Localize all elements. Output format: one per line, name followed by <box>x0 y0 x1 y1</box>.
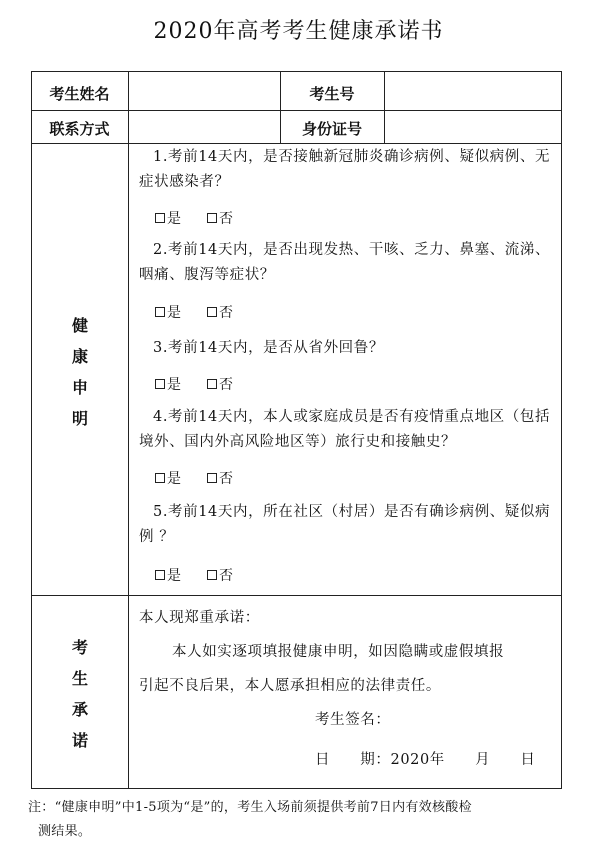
no-option[interactable] <box>207 374 233 394</box>
checkbox-icon[interactable] <box>155 213 165 223</box>
no-label: 否 <box>219 211 233 227</box>
exam-number-label: 考生号 <box>309 85 355 103</box>
no-label: 否 <box>219 377 233 393</box>
health-declaration-label <box>60 310 100 434</box>
yes-label: 是 <box>167 471 181 487</box>
checkbox-icon[interactable] <box>155 379 165 389</box>
footnote-line-1: 注：“健康申明”中1-5项为“是”的，考生入场前须提供考前7日内有效核酸检 <box>28 800 472 815</box>
column-divider <box>384 71 385 143</box>
row-divider <box>31 143 562 144</box>
promise-intro: 本人现郑重承诺： <box>139 610 260 626</box>
checkbox-icon[interactable] <box>207 570 217 580</box>
question-2-options <box>155 302 233 322</box>
row-divider <box>31 595 562 596</box>
yes-option[interactable] <box>155 302 181 322</box>
question-2: 2.考前14天内，是否出现发热、干咳、乏力、鼻塞、流涕、咽痛、腹泻等症状？ <box>139 242 551 283</box>
contact-field[interactable] <box>130 112 278 142</box>
exam-number-field[interactable] <box>386 73 560 109</box>
question-3: 3.考前14天内，是否从省外回鲁？ <box>153 340 384 356</box>
label-char: 承 <box>71 700 88 719</box>
label-char: 健 <box>71 316 88 335</box>
signature-field[interactable] <box>395 704 555 728</box>
promise-body-line-2: 引起不良后果，本人愿承担相应的法律责任。 <box>139 678 441 694</box>
no-option[interactable] <box>207 565 233 585</box>
question-1-options <box>155 208 233 228</box>
no-option[interactable] <box>207 208 233 228</box>
label-char: 康 <box>71 347 88 366</box>
promise-body-line-1: 本人如实逐项填报健康申明，如因隐瞒或虚假填报 <box>172 644 505 660</box>
checkbox-icon[interactable] <box>155 570 165 580</box>
no-label: 否 <box>219 305 233 321</box>
checkbox-icon[interactable] <box>207 307 217 317</box>
label-char: 明 <box>71 409 88 428</box>
yes-option[interactable] <box>155 374 181 394</box>
yes-option[interactable] <box>155 565 181 585</box>
footnote <box>28 796 573 844</box>
yes-label: 是 <box>167 305 181 321</box>
question-4-options <box>155 468 233 488</box>
question-4: 4.考前14天内，本人或家庭成员是否有疫情重点地区（包括境外、国内外高风险地区等）旅行史和接触史？ <box>139 409 551 450</box>
page-title: 2020年高考考生健康承诺书 <box>153 19 444 44</box>
column-divider <box>128 71 129 789</box>
name-field[interactable] <box>130 73 278 109</box>
question-5: 5.考前14天内，所在社区（村居）是否有确诊病例、疑似病例 ？ <box>139 504 551 545</box>
yes-label: 是 <box>167 211 181 227</box>
label-char: 诺 <box>71 731 88 750</box>
checkbox-icon[interactable] <box>155 307 165 317</box>
checkbox-icon[interactable] <box>207 379 217 389</box>
date-label: 日 期：2020年 月 日 <box>315 752 536 768</box>
question-3-options <box>155 374 233 394</box>
yes-option[interactable] <box>155 468 181 488</box>
row-divider <box>31 110 562 111</box>
no-option[interactable] <box>207 302 233 322</box>
checkbox-icon[interactable] <box>207 213 217 223</box>
yes-option[interactable] <box>155 208 181 228</box>
checkbox-icon[interactable] <box>155 473 165 483</box>
checkbox-icon[interactable] <box>207 473 217 483</box>
no-label: 否 <box>219 568 233 584</box>
candidate-promise-label <box>60 632 100 756</box>
question-1: 1.考前14天内，是否接触新冠肺炎确诊病例、疑似病例、无症状感染者？ <box>139 149 551 190</box>
signature-label: 考生签名： <box>315 712 391 728</box>
question-5-options <box>155 565 233 585</box>
no-label: 否 <box>219 471 233 487</box>
name-label: 考生姓名 <box>49 85 110 103</box>
footnote-line-2: 测结果。 <box>38 824 92 839</box>
label-char: 申 <box>71 378 88 397</box>
yes-label: 是 <box>167 568 181 584</box>
id-number-label: 身份证号 <box>301 120 362 138</box>
no-option[interactable] <box>207 468 233 488</box>
label-char: 生 <box>71 669 88 688</box>
label-char: 考 <box>71 638 88 657</box>
contact-label: 联系方式 <box>49 120 110 138</box>
yes-label: 是 <box>167 377 181 393</box>
id-number-field[interactable] <box>386 112 560 142</box>
